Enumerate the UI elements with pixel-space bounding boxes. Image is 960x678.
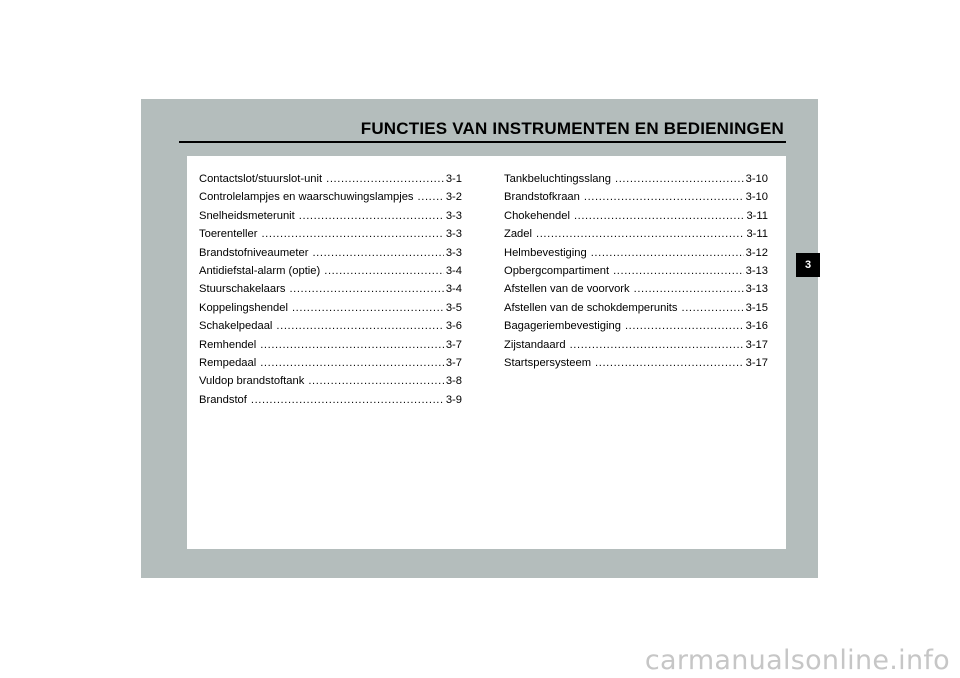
toc-entry-page: 3-17 (745, 357, 768, 370)
toc-leader-dots (418, 188, 444, 206)
toc-entry-label: Antidiefstal-alarm (optie) (199, 265, 321, 278)
toc-entry[interactable] (199, 299, 462, 317)
toc-leader-dots (536, 225, 744, 243)
toc-entry-page: 3-2 (445, 191, 462, 204)
toc-entry[interactable] (504, 225, 768, 243)
toc-entry-page: 3-8 (445, 375, 462, 388)
toc-entry-page: 3-3 (445, 209, 462, 222)
watermark: carmanualsonline.info (644, 645, 950, 676)
toc-entry[interactable] (504, 244, 768, 262)
toc-leader-dots (634, 280, 744, 298)
chapter-tab[interactable]: 3 (796, 253, 820, 277)
toc-entry-label: Snelheidsmeterunit (199, 209, 295, 222)
toc-entry[interactable] (199, 244, 462, 262)
toc-entry[interactable] (504, 207, 768, 225)
toc-leader-dots (591, 244, 744, 262)
toc-entry-label: Contactslot/stuurslot-unit (199, 173, 323, 185)
page-title: FUNCTIES VAN INSTRUMENTEN EN BEDIENINGEN (360, 119, 784, 138)
toc-leader-dots (584, 188, 744, 206)
toc-leader-dots (595, 354, 744, 372)
toc-entry-page: 3-1 (445, 173, 462, 185)
toc-leader-dots (326, 170, 444, 188)
toc-entry-label: Startspersysteem (504, 357, 592, 370)
toc-leader-dots (251, 391, 444, 409)
toc-entry-page: 3-4 (445, 283, 462, 296)
toc-entry[interactable] (199, 170, 462, 188)
toc-column-left (199, 170, 462, 409)
toc-entry-label: Helmbevestiging (504, 246, 587, 259)
toc-entry[interactable] (199, 372, 462, 390)
toc-entry-page: 3-4 (445, 265, 462, 278)
toc-entry-page: 3-16 (745, 320, 768, 333)
toc-entry-page: 3-12 (745, 246, 768, 259)
toc-entry[interactable] (199, 280, 462, 298)
toc-leader-dots (299, 207, 444, 225)
toc-entry-page: 3-3 (445, 246, 462, 259)
toc-entry-label: Tankbeluchtingsslang (504, 173, 611, 185)
toc-entry-label: Chokehendel (504, 209, 570, 222)
toc-leader-dots (260, 336, 444, 354)
toc-entry-label: Brandstof (199, 393, 247, 406)
toc-entry-page: 3-10 (745, 173, 768, 185)
toc-entry[interactable] (199, 391, 462, 409)
toc-entry-label: Brandstofniveaumeter (199, 246, 309, 259)
toc-entry[interactable] (504, 299, 768, 317)
toc-entry-label: Opbergcompartiment (504, 265, 610, 278)
toc-entry[interactable] (199, 262, 462, 280)
toc-entry-page: 3-11 (746, 209, 768, 222)
toc-leader-dots (574, 207, 745, 225)
toc-leader-dots (312, 244, 443, 262)
toc-entry-label: Koppelingshendel (199, 301, 288, 314)
toc-leader-dots (292, 299, 444, 317)
toc-entry-page: 3-3 (445, 228, 462, 241)
toc-entry[interactable] (199, 225, 462, 243)
toc-entry[interactable] (199, 188, 462, 206)
page-frame (141, 99, 818, 578)
toc-leader-dots (276, 317, 443, 335)
toc-leader-dots (615, 170, 744, 188)
toc-entry[interactable] (504, 262, 768, 280)
toc-entry[interactable] (504, 354, 768, 372)
toc-leader-dots (260, 354, 444, 372)
toc-entry-label: Zadel (504, 228, 532, 241)
toc-entry-page: 3-7 (445, 357, 462, 370)
toc-leader-dots (308, 372, 444, 390)
toc-entry-page: 3-11 (746, 228, 768, 241)
toc-entry-page: 3-6 (445, 320, 462, 333)
toc-leader-dots (682, 299, 744, 317)
toc-entry-label: Vuldop brandstoftank (199, 375, 305, 388)
toc-entry-page: 3-17 (745, 338, 768, 351)
toc-entry-label: Controlelampjes en waarschuwingslampjes (199, 191, 414, 204)
toc-entry[interactable] (504, 170, 768, 188)
toc-entry-page: 3-7 (445, 338, 462, 351)
toc-entry-page: 3-13 (745, 265, 768, 278)
toc-column-right (504, 170, 768, 372)
toc-leader-dots (625, 317, 744, 335)
title-underline (179, 141, 786, 143)
toc-entry-label: Afstellen van de schokdemperunits (504, 301, 678, 314)
toc-entry-label: Bagageriembevestiging (504, 320, 621, 333)
toc-panel (187, 156, 786, 549)
toc-entry[interactable] (504, 188, 768, 206)
toc-entry-label: Remhendel (199, 338, 257, 351)
toc-entry-label: Rempedaal (199, 357, 257, 370)
toc-entry-label: Schakelpedaal (199, 320, 273, 333)
toc-entry-page: 3-10 (745, 191, 768, 204)
toc-entry[interactable] (199, 336, 462, 354)
toc-entry-page: 3-15 (745, 301, 768, 314)
toc-entry[interactable] (199, 317, 462, 335)
toc-entry[interactable] (199, 354, 462, 372)
toc-entry[interactable] (199, 207, 462, 225)
toc-entry-label: Brandstofkraan (504, 191, 580, 204)
toc-entry[interactable] (504, 280, 768, 298)
toc-entry-label: Toerenteller (199, 228, 258, 241)
toc-leader-dots (570, 336, 744, 354)
toc-entry-page: 3-5 (445, 301, 462, 314)
toc-entry[interactable] (504, 336, 768, 354)
toc-leader-dots (261, 225, 443, 243)
toc-entry-label: Zijstandaard (504, 338, 566, 351)
toc-leader-dots (324, 262, 444, 280)
toc-leader-dots (289, 280, 443, 298)
toc-entry-page: 3-13 (745, 283, 768, 296)
toc-entry-page: 3-9 (445, 393, 462, 406)
toc-leader-dots (613, 262, 744, 280)
toc-entry[interactable] (504, 317, 768, 335)
toc-entry-label: Stuurschakelaars (199, 283, 286, 296)
toc-entry-label: Afstellen van de voorvork (504, 283, 630, 296)
